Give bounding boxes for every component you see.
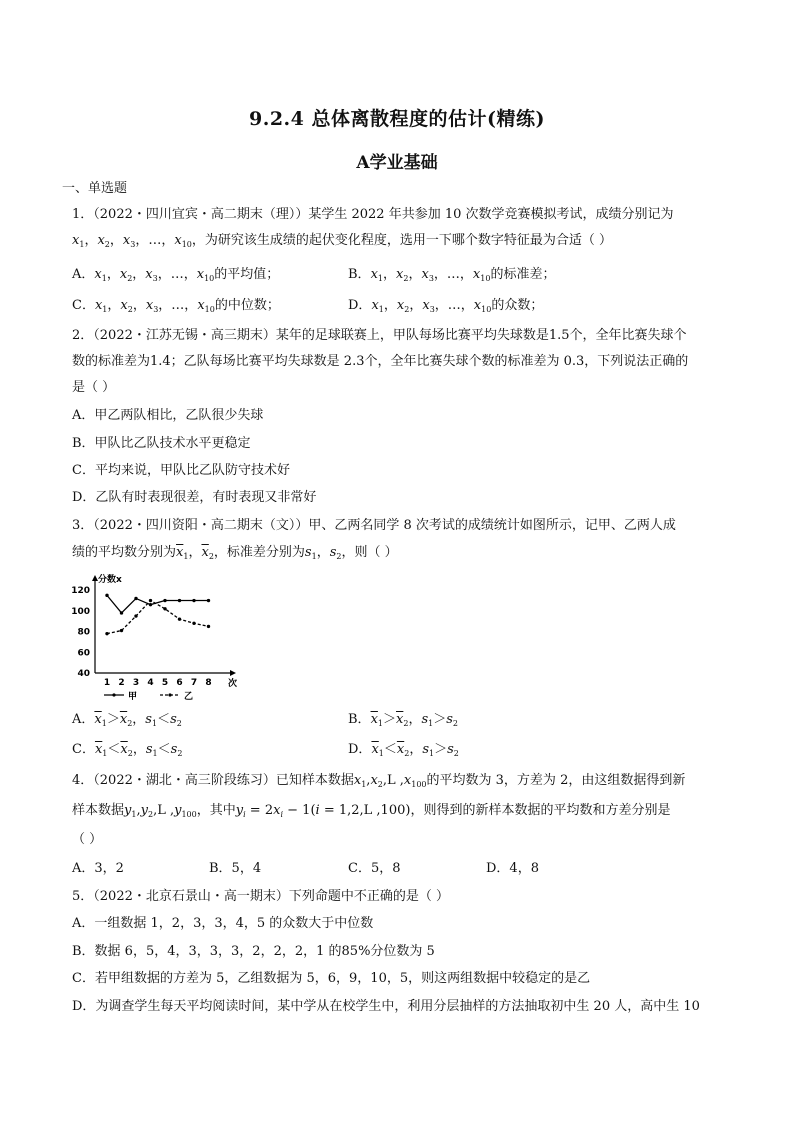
q1-option-d: D．$x_1$，$x_2$，$x_3$，…，$x_{10}$的众数； <box>348 298 544 314</box>
series-2-point <box>207 625 210 628</box>
section-subtitle: A学业基础 <box>356 153 438 173</box>
q4-option-c: C．5，8 <box>348 861 401 876</box>
series-1-point <box>163 599 166 602</box>
y-tick-label: 120 <box>71 586 90 597</box>
x-tick-label: 2 <box>118 678 125 688</box>
q3-stem-text-a: 绩的平均数分别为 <box>72 545 177 560</box>
q1-option-a-text: 的平均值； <box>214 267 280 282</box>
series-2-point <box>163 607 166 610</box>
y-tick-label: 100 <box>71 606 90 617</box>
x-tick-label: 7 <box>190 678 198 688</box>
q3-option-c-label: C． <box>72 742 95 757</box>
q2-stem-line2: 数的标准差为1.4；乙队每场比赛平均失球数是 2.3个，全年比赛失球个数的标准差为 0.3，下列说法正确的 <box>72 354 689 369</box>
q3-option-b-label: B． <box>348 712 371 727</box>
q4-stem-text-a: 4．（2022・湖北・高三阶段练习）已知样本数据 <box>72 773 354 788</box>
q1-stem-line2: $x_1$，$x_2$，$x_3$，…，$x_{10}$，为研究该生成绩的起伏变化程度，选用一下哪个数字特征最为合适（ ） <box>72 233 613 249</box>
q2-option-c: C．平均来说，甲队比乙队防守技术好 <box>72 463 290 478</box>
series-line-1 <box>107 595 209 613</box>
q4-stem-text-b: 的平均数为 3，方差为 2，由这组数据得到新 <box>426 773 686 788</box>
q4-stem-text-d: ，其中 <box>196 803 236 818</box>
q2-option-d: D．乙队有时表现很差，有时表现又非常好 <box>72 490 317 505</box>
q2-stem-line3: 是（ ） <box>72 380 116 395</box>
q3-option-d-label: D． <box>348 742 372 757</box>
q3-stem-text-c: ，则（ ） <box>341 545 398 560</box>
q1-option-d-text: 的众数； <box>491 298 544 313</box>
y-tick-label: 40 <box>77 669 90 679</box>
q1-option-c-text: 的中位数； <box>214 298 280 313</box>
x-tick-label: 3 <box>132 678 140 688</box>
series-1-point <box>105 594 108 597</box>
q5-stem-line1: 5．（2022・北京石景山・高一期末）下列命题中不正确的是（ ） <box>72 889 449 904</box>
y-tick-label: 60 <box>77 648 90 659</box>
legend-marker-1 <box>112 693 115 696</box>
q3-stem-text-b: ，标准差分别为 <box>213 545 305 560</box>
q1-stem-line1: 1．（2022・四川宜宾・高二期末（理））某学生 2022 年共参加 10 次数学竞赛模拟考试，成绩分别记为 <box>72 207 674 222</box>
series-2-point <box>120 629 123 632</box>
x-tick-label: 6 <box>176 678 183 688</box>
q4-stem-line1: 4．（2022・湖北・高三阶段练习）已知样本数据$x_1,x_2,L$ $,x_{100}$的平均数为 3，方差为 2，由这组数据得到新 <box>72 773 686 789</box>
series-1-point <box>178 599 181 602</box>
series-1-point <box>134 597 137 600</box>
q4-stem-text-c: 样本数据 <box>72 803 125 818</box>
q1-stem-text: ，为研究该生成绩的起伏变化程度，选用一下哪个数字特征最为合适（ ） <box>191 233 613 248</box>
q4-option-d: D．4，8 <box>486 861 539 876</box>
q1-option-a: A．$x_1$，$x_2$，$x_3$，…，$x_{10}$的平均值； <box>72 267 280 283</box>
legend-label-1: 甲 <box>128 692 138 702</box>
q1-option-c: C．$x_1$，$x_2$，$x_3$，…，$x_{10}$的中位数； <box>72 298 280 314</box>
q4-stem-line2: 样本数据$y_1,y_2,L$ $,y_{100}$，其中$y_i = 2x_i - 1(i = 1,2,L$ ,100)，则得到的新样本数据的平均数和方差分别是 <box>72 803 671 819</box>
y-tick-label: 80 <box>77 627 90 638</box>
q3-option-c: C．$\overline{x}_1<\overline{x}_2$，$s_1<s_2$ <box>72 742 183 758</box>
chart-svg <box>70 573 240 703</box>
q3-stem-line1: 3．（2022・四川资阳・高二期末（文））甲、乙两名同学 8 次考试的成绩统计如图所示，记甲、乙两人成 <box>72 518 676 533</box>
series-1-point <box>149 603 152 606</box>
q4-stem-text-e: ，则得到的新样本数据的平均数和方差分别是 <box>410 803 671 818</box>
q4-stem-line3: （ ） <box>72 832 103 847</box>
q1-option-b-text: 的标准差； <box>490 267 556 282</box>
q3-option-d: D．$\overline{x}_1<\overline{x}_2$，$s_1>s_2$ <box>348 742 459 758</box>
q2-option-b: B．甲队比乙队技术水平更稳定 <box>72 436 251 451</box>
q5-option-a: A．一组数据 1，2，3，3，4，5 的众数大于中位数 <box>72 916 374 931</box>
q4-option-a: A．3，2 <box>72 861 124 876</box>
series-2-point <box>178 617 181 620</box>
series-1-point <box>192 599 195 602</box>
page-title: 9.2.4 总体离散程度的估计(精练) <box>249 108 545 130</box>
q5-option-c: C．若甲组数据的方差为 5，乙组数据为 5，6，9，10，5，则这两组数据中较稳定的是乙 <box>72 971 591 986</box>
legend-marker-2 <box>168 693 171 696</box>
series-2-point <box>149 599 152 602</box>
y-axis-label: 分数x <box>98 575 122 585</box>
x-tick-label: 8 <box>205 678 212 688</box>
q3-option-b: B．$\overline{x}_1>\overline{x}_2$，$s_1>s_2$ <box>348 712 459 728</box>
q5-option-d: D．为调查学生每天平均阅读时间，某中学从在校学生中，利用分层抽样的方法抽取初中生 20 人，高中生 10 <box>72 999 700 1014</box>
legend-label-2: 乙 <box>184 692 194 702</box>
series-1-point <box>120 611 123 614</box>
q1-option-b: B．$x_1$，$x_2$，$x_3$，…，$x_{10}$的标准差； <box>348 267 556 283</box>
series-1-point <box>207 599 210 602</box>
q4-option-b: B．5，4 <box>209 861 262 876</box>
series-2-point <box>105 632 108 635</box>
q2-option-a: A．甲乙两队相比，乙队很少失球 <box>72 408 264 423</box>
series-line-2 <box>107 601 209 634</box>
series-2-point <box>134 614 137 617</box>
section-heading: 一、单选题 <box>62 181 128 196</box>
q3-option-a-label: A． <box>72 712 95 727</box>
q2-stem-line1: 2．（2022・江苏无锡・高三期末）某年的足球联赛上，甲队每场比赛平均失球数是1.5个，全年比赛失球个 <box>72 328 687 343</box>
x-axis-label: 次 <box>228 679 238 689</box>
q3-option-a: A．$\overline{x}_1>\overline{x}_2$，$s_1<s_2$ <box>72 712 182 728</box>
q5-option-b: B．数据 6，5，4，3，3，3，2，2，2，1 的85%分位数为 5 <box>72 944 435 959</box>
x-tick-label: 4 <box>147 678 154 688</box>
q3-stem-line2: 绩的平均数分别为$\overline{x}_1$，$\overline{x}_2$，标准差分别为$s_1$，$s_2$，则（ ） <box>72 545 398 561</box>
x-tick-label: 1 <box>103 678 111 688</box>
score-line-chart <box>70 573 240 703</box>
x-tick-label: 5 <box>161 678 169 688</box>
x-axis-arrow <box>230 670 236 676</box>
series-2-point <box>192 622 195 625</box>
